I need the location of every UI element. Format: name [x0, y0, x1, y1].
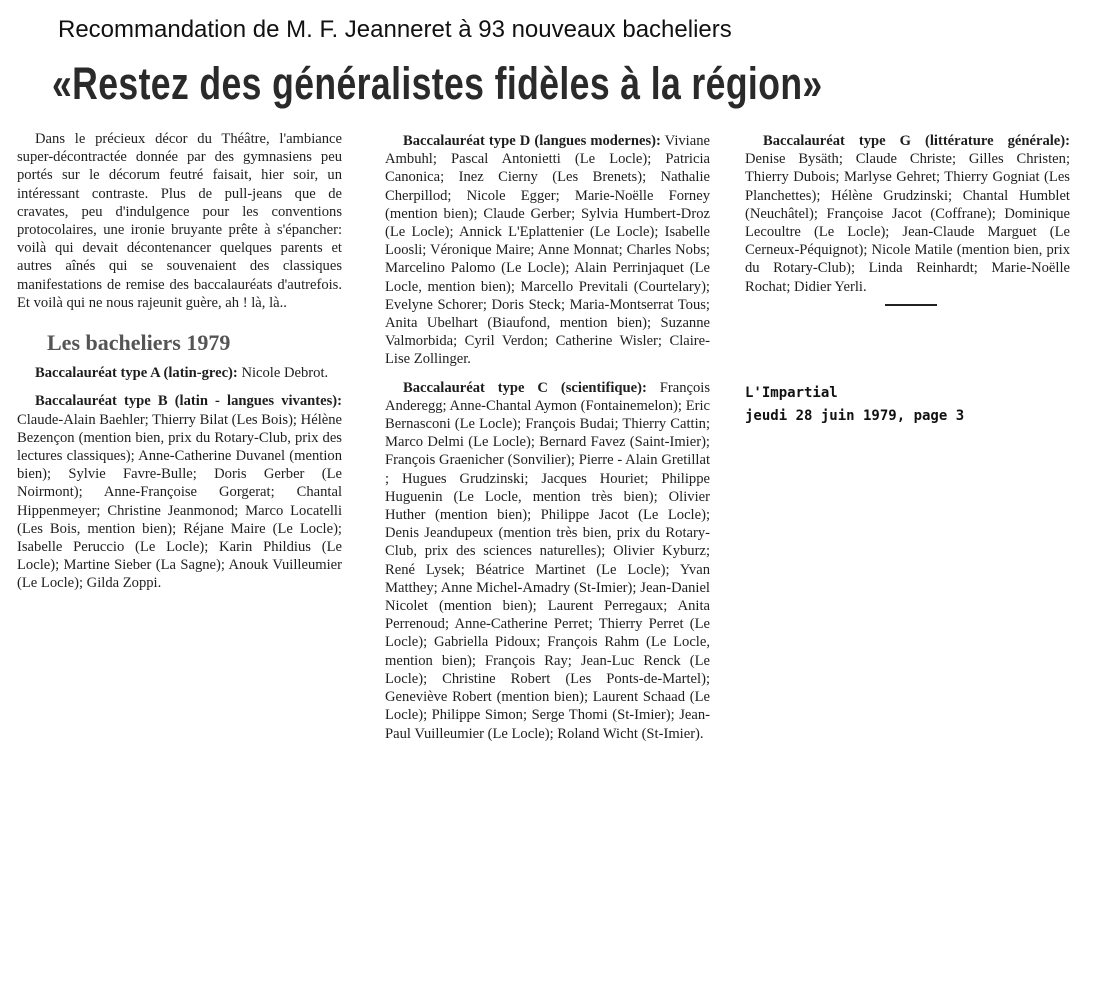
- section-type-a-body: Nicole Debrot.: [241, 365, 329, 382]
- section-type-b-body: Claude-Alain Baehler; Thierry Bilat (Les Bois); Hélène Bezençon (mention bien, prix du Rotary-Club, prix des lectures classiques); Anne-Catherine Duvanel (mention bien); Sylvie Favre-Bulle; Doris Gerber (Le Noirmont); Anne-Françoise Gorgerat; Chantal Hippenmeyer; Christine Jeanmonod; Marco Locatelli (Les Bois, mention bien); Réjane Maire (Le Locle); Isabelle Peruccio (Le Locle); Karin Phildius (Le Locle); Martine Sieber (La Sagne); Anouk Vuilleumier (Le Locle); Gilda Zoppi.: [17, 411, 342, 592]
- source-citation: [745, 382, 964, 428]
- source-date: jeudi 28 juin 1979, page 3: [745, 408, 965, 424]
- section-type-c-title: Baccalauréat type C (scientifique):: [403, 379, 647, 396]
- section-type-g: [745, 132, 1070, 296]
- column-3: [745, 132, 1070, 306]
- section-type-d-body: Viviane Ambuhl; Pascal Antonietti (Le Locle); Patricia Canonica; Inez Cierny (Les Brenets); Nathalie Cherpillod; Nicole Egger; Marie-Noëlle Forney (mention bien); Claude Gerber; Sylvia Humbert-Droz (Le Locle); Annick L'Eplattenier (Le Locle); Isabelle Loosli; Véronique Maire; Anne Monnat; Charles Nobs; Marcelino Palomo (Le Locle); Alain Perrinjaquet (Le Locle, mention bien); Marcello Previtali (Courtelary); Evelyne Schorer; Doris Steck; Maria-Montserrat Tous; Anita Ubelhart (Biaufond, mention bien); Suzanne Valmorbida; Cyril Verdon; Catherine Wisler; Claire-Lise Zollinger.: [385, 133, 710, 368]
- source-publication: L'Impartial: [745, 385, 838, 401]
- section-type-d: [385, 132, 710, 369]
- section-type-g-title: Baccalauréat type G (littérature générale):: [763, 133, 1070, 149]
- section-type-a-title: Baccalauréat type A (latin-grec):: [35, 365, 238, 382]
- column-2: [385, 132, 710, 743]
- bacheliers-subhead: Les bacheliers 1979: [47, 330, 231, 356]
- intro-paragraph: Dans le précieux décor du Théâtre, l'ambiance super-décontractée donnée par des gymnasiens peu portés sur le décorum feutré faisait, hier soir, un intéressant contraste. Plus de pull-jeans que de cravates, peu d'indulgence pour les conventions protocolaires, une ironie bruyante prête à s'épancher: voilà qui devait décontenancer quelques parents et autres aînés qui se souvenaient des classiques manifestations de remise des baccalauréats d'autrefois. Et voilà qui ne nous rajeunit guère, ah ! là, là..: [17, 131, 342, 311]
- end-rule: [885, 304, 937, 306]
- article-kicker: Recommandation de M. F. Jeanneret à 93 nouveaux bacheliers: [58, 16, 732, 43]
- section-type-c-body: François Anderegg; Anne-Chantal Aymon (Fontainemelon); Eric Bernasconi (Le Locle); François Budai; Thierry Cattin; Marco Delmi (Le Locle); Bernard Favez (Saint-Imier); François Graenicher (Sonvilier); Pierre - Alain Gretillat ; Hugues Grudzinski; Jacques Houriet; Philippe Huguenin (Le Locle, mention très bien); Olivier Huther (mention bien); Philippe Jacot (Le Locle); Denis Jeandupeux (mention très bien, prix du Rotary-Club, prix des sciences naturelles); Olivier Kyburz; René Lysek; Béatrice Martinet (Le Locle); Yvan Matthey; Anne Michel-Amadry (St-Imier); Jean-Daniel Nicolet (mention bien); Laurent Perregaux; Anita Perrenoud; Anne-Catherine Perret; Thierry Perret (Le Locle); Gabriella Pidoux; François Rahm (Le Locle, mention bien); François Ray; Jean-Luc Renck (Le Locle); Christine Robert (Les Ponts-de-Martel); Geneviève Robert (mention bien); Laurent Schaad (Le Locle); Philippe Simon; Serge Thomi (St-Imier); Jean-Paul Vuilleumier (Le Locle); Roland Wicht (St-Imier).: [385, 379, 710, 742]
- section-type-a: [17, 364, 342, 382]
- section-type-b: [17, 392, 342, 592]
- column-1: [17, 130, 342, 593]
- section-type-d-title: Baccalauréat type D (langues modernes):: [403, 133, 661, 149]
- article-headline: «Restez des généralistes fidèles à la région»: [52, 58, 823, 109]
- section-type-b-title: Baccalauréat type B (latin - langues vivantes):: [35, 393, 342, 410]
- section-type-c: [385, 379, 710, 743]
- section-type-g-body: Denise Bysäth; Claude Christe; Gilles Christen; Thierry Dubois; Marlyse Gehret; Thierry Gogniat (Les Planchettes); Hélène Grudzinski; Chantal Humblet (Neuchâtel); Françoise Jacot (Coffrane); Dominique Lecoultre (Le Locle); Jean-Claude Marguet (Le Cerneux-Péquignot); Nicole Matile (mention bien, prix du Rotary-Club); Linda Reinhardt; Marie-Noëlle Rochat; Didier Yerli.: [745, 151, 1070, 295]
